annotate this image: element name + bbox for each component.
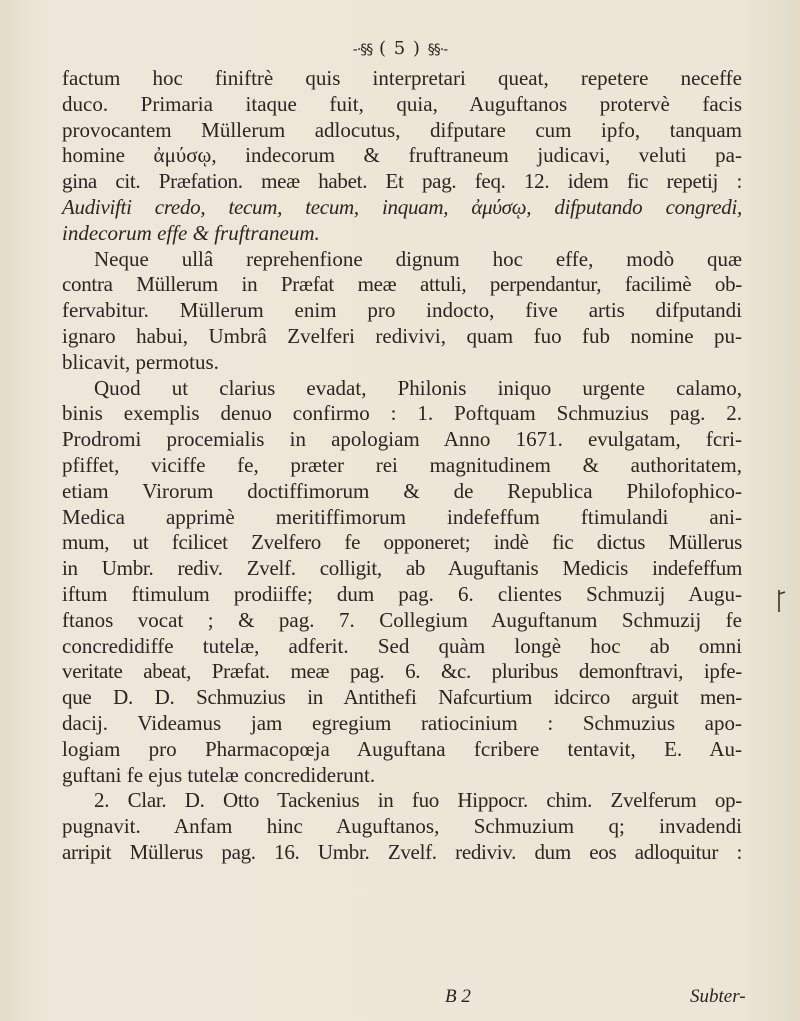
text-line: Audivifti credo, tecum, tecum, inquam, ἀμύσῳ, difputando congredi, xyxy=(62,194,742,219)
text-line: fervabitur. Müllerum enim pro indocto, five artis difputandi xyxy=(62,298,742,323)
text-line: in Umbr. rediv. Zvelf. colligit, ab Auguftanis Medicis indefeffum xyxy=(62,556,742,581)
text-line: logiam pro Pharmacopœja Auguftana fcribere tentavit, E. Au- xyxy=(62,736,742,761)
text-line: blicavit, permotus. xyxy=(62,349,219,374)
page-footer xyxy=(0,986,800,1012)
body-text xyxy=(62,66,742,866)
text-line: Neque ullâ reprehenfione dignum hoc effe, modò quæ xyxy=(94,246,742,271)
text-line: indecorum effe & fruftraneum. xyxy=(62,220,320,245)
text-line: gina cit. Præfation. meæ habet. Et pag. feq. 12. idem fic repetij : xyxy=(62,169,742,194)
page-number: ( 5 ) xyxy=(379,38,421,59)
text-line: factum hoc finiftrè quis interpretari queat, repetere neceffe xyxy=(62,66,742,90)
text-line: Quod ut clarius evadat, Philonis iniquo urgente calamo, xyxy=(94,375,742,400)
text-line: etiam Virorum doctiffimorum & de Republica Philofophico- xyxy=(62,478,742,503)
ornament-left: -·§§ xyxy=(352,42,373,58)
text-line: guftani fe ejus tutelæ concrediderunt. xyxy=(62,762,376,787)
text-line: dacij. Videamus jam egregium ratiocinium : Schmuzius apo- xyxy=(62,710,742,735)
text-line: Medica apprimè meritiffimorum indefeffum ftimulandi ani- xyxy=(62,504,742,529)
text-line: pugnavit. Anfam hinc Auguftanos, Schmuzium q; invadendi xyxy=(62,814,742,839)
text-line: Prodromi procemialis in apologiam Anno 1671. evulgatam, fcri- xyxy=(62,427,742,452)
text-line: duco. Primaria itaque fuit, quia, Auguftanos protervè facis xyxy=(62,91,742,116)
ornament-right: §§·- xyxy=(427,42,448,58)
text-line: arripit Müllerus pag. 16. Umbr. Zvelf. rediviv. dum eos adloquitur : xyxy=(62,839,742,864)
text-line: ignaro habui, Umbrâ Zvelferi redivivi, quam fuo fub nomine pu- xyxy=(62,323,742,348)
text-line: que D. D. Schmuzius in Antithefi Nafcurtium idcirco arguit men- xyxy=(62,685,742,710)
text-line: homine ἀμύσῳ, indecorum & fruftraneum judicavi, veluti pa- xyxy=(62,143,742,168)
text-line: concredidiffe tutelæ, adferit. Sed quàm longè hoc ab omni xyxy=(62,633,742,658)
text-line: veritate abeat, Præfat. meæ pag. 6. &c. pluribus demonftravi, ipfe- xyxy=(62,659,742,684)
text-line: mum, ut fcilicet Zvelfero fe opponeret; indè fic dictus Müllerus xyxy=(62,530,742,555)
margin-ink-mark xyxy=(770,588,788,616)
text-line: iftum ftimulum prodiiffe; dum pag. 6. clientes Schmuzij Augu- xyxy=(62,581,742,606)
catchword: Subter- xyxy=(690,986,746,1007)
text-line: contra Müllerum in Præfat meæ attuli, perpendantur, facilimè ob- xyxy=(62,272,742,297)
text-line: ftanos vocat ; & pag. 7. Collegium Auguftanum Schmuzij fe xyxy=(62,607,742,632)
text-line: 2. Clar. D. Otto Tackenius in fuo Hippocr. chim. Zvelferum op- xyxy=(94,788,742,813)
text-line: pfiffet, viciffe fe, præter rei magnitudinem & authoritatem, xyxy=(62,452,742,477)
signature-mark: B 2 xyxy=(445,986,471,1007)
text-line: provocantem Müllerum adlocutus, difputare cum ipfo, tanquam xyxy=(62,117,742,142)
page-header xyxy=(0,38,800,59)
text-line: binis exemplis denuo confirmo : 1. Poftquam Schmuzius pag. 2. xyxy=(62,401,742,426)
